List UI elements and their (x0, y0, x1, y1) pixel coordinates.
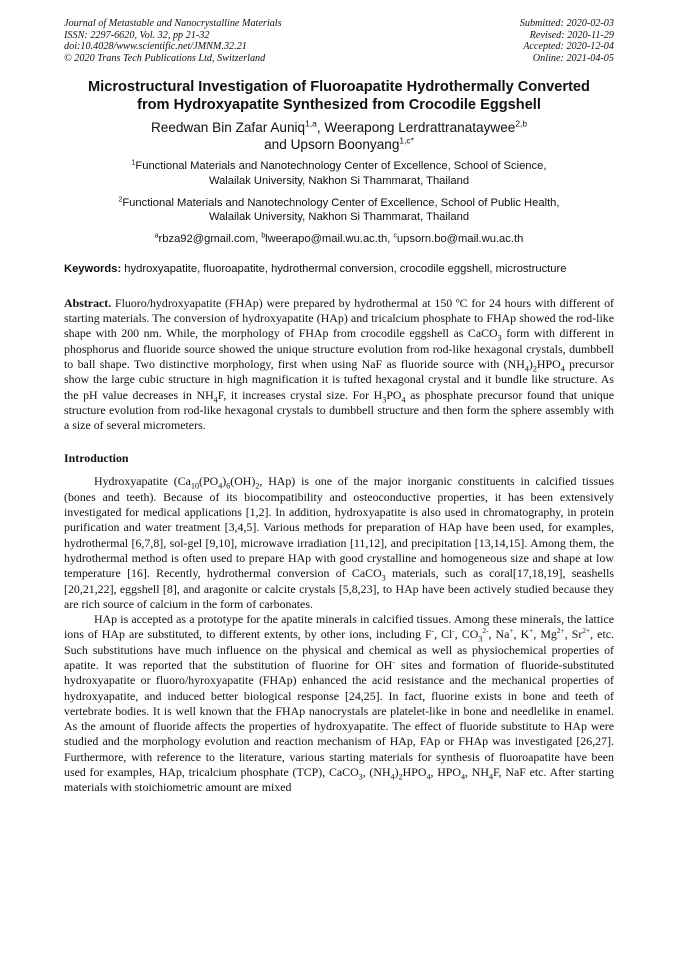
author-and: and (264, 137, 291, 153)
email-b-mark: b (261, 232, 266, 240)
intro-sub: 2 (255, 481, 260, 491)
affiliation-2-line-1 (64, 196, 614, 211)
intro-sub: 3 (358, 772, 363, 782)
intro-sup: + (509, 626, 514, 636)
intro-sub: 3 (381, 573, 386, 583)
keywords-label: Keywords: (64, 262, 122, 275)
intro-sup: - (392, 657, 395, 667)
abstract-sub: 2 (532, 364, 537, 374)
journal-issn: ISSN: 2297-6620, Vol. 32, pp 21-32 (64, 29, 210, 41)
abstract-text: PO (386, 387, 402, 402)
journal-doi[interactable]: doi:10.4028/www.scientific.net/JMNM.32.21 (64, 41, 247, 53)
intro-sub: 3 (478, 634, 483, 644)
date-online: Online: 2021-04-05 (532, 52, 614, 64)
intro-sup: 2+ (582, 626, 591, 636)
intro-text: , Sr (564, 627, 583, 642)
intro-text: , etc. Such substitutions have much influence on the physical and chemical as well as physiochemical properties of apatite. It was reported that the substitution of fluorine for OH (64, 627, 615, 672)
intro-paragraph-1 (64, 474, 614, 612)
email-c-mark: c (393, 232, 397, 240)
intro-text: , Mg (533, 627, 557, 642)
title-line-2: from Hydroxyapatite Synthesized from Crocodile Eggshell (137, 97, 541, 114)
publication-dates (520, 18, 614, 64)
intro-sup: 2- (482, 626, 489, 636)
author-3: Upsorn Boonyang (290, 137, 400, 153)
affiliation-1-line-2: Walailak University, Nakhon Si Thammarat, Thailand (208, 174, 470, 187)
email-a-mark: a (154, 232, 159, 240)
affiliation-2-line-2: Walailak University, Nakhon Si Thammarat, Thailand (208, 211, 470, 224)
intro-text: ) (222, 474, 227, 489)
intro-text: (OH) (230, 474, 256, 489)
intro-text: ) (394, 765, 399, 780)
intro-text: , NH (465, 765, 489, 780)
keywords (64, 262, 614, 276)
affiliation-1 (64, 159, 614, 188)
abstract-text: ) (528, 356, 533, 371)
intro-sup: + (529, 626, 534, 636)
abstract-sub: 4 (401, 394, 406, 404)
intro-sub: 6 (226, 481, 231, 491)
author-1-sup: 1,a (305, 118, 317, 129)
affiliation-2 (64, 196, 614, 225)
journal-header (64, 18, 614, 64)
abstract-text: form with different in phosphorus and fluoride source showed the unique structure evolution from rod-like hexagonal crystals, dumbbell to ball shape. Two distinctive morphology, first when using NaF as fluoride source with (NH (64, 326, 614, 371)
author-3-sup: 1,c* (399, 135, 414, 146)
abstract-text: Fluoro/hydroxyapatite (FHAp) were prepared by hydrothermal at 150 ºC for 24 hours with different of starting materials. The conversion of hydroxyapatite (HAp) and tricalcium phosphate to FHAp showed the rod-like shape with 200 nm. While, the morphology of FHAp from crocodile eggshell as CaCO (64, 295, 614, 341)
title-line-1: Microstructural Investigation of Fluoroapatite Hydrothermally Converted (88, 79, 590, 96)
intro-text: , K (513, 627, 530, 642)
intro-sub: 4 (461, 772, 466, 782)
author-2: Weerapong Lerdrattranataywee (324, 120, 516, 136)
author-list (64, 119, 614, 153)
intro-sub: 2 (398, 772, 403, 782)
section-heading-introduction: Introduction (64, 451, 129, 466)
authors-line-2 (64, 136, 614, 153)
intro-text: , HPO (430, 765, 461, 780)
abstract (64, 296, 614, 434)
abstract-sub: 4 (524, 364, 529, 374)
abstract-sub: 4 (560, 364, 565, 374)
journal-name: Journal of Metastable and Nanocrystalline Materials (64, 18, 282, 29)
affiliation-2-text: Functional Materials and Nanotechnology Center of Excellence, School of Public Health, (122, 196, 560, 209)
date-revised: Revised: 2020-11-29 (529, 29, 614, 41)
paper-title (64, 78, 614, 114)
author-2-sup: 2,b (515, 118, 528, 129)
email-b[interactable]: lweerapo@mail.wu.ac.th, (265, 232, 394, 245)
author-1: Reedwan Bin Zafar Auniq (150, 120, 306, 136)
intro-sup: - (452, 626, 455, 636)
email-c[interactable]: upsorn.bo@mail.wu.ac.th (396, 232, 524, 245)
abstract-text: precursor show the large cubic structure in high magnification it is tufted hexagonal crystal and it bundle like structure. As the pH value decreases in NH (64, 356, 614, 402)
abstract-text: as phosphate precursor found that unique structure evolution from rod-like hexagonal crystals to dumbbell structure and then form the sphere assembly with a size of several micrometers. (64, 387, 614, 433)
journal-info (64, 18, 282, 64)
email-a[interactable]: rbza92@gmail.com, (158, 232, 262, 245)
author-separator: , (316, 120, 325, 136)
journal-copyright: © 2020 Trans Tech Publications Ltd, Switzerland (64, 52, 266, 64)
affiliation-1-text: Functional Materials and Nanotechnology Center of Excellence, School of Science, (135, 160, 547, 173)
intro-text: HAp is accepted as a prototype for the apatite minerals in calcified tissues. Among these minerals, the lattice ions of HAp are substituted, to different extents, by other ions, including F (64, 612, 614, 642)
intro-text: , Cl (434, 627, 453, 642)
date-accepted: Accepted: 2020-12-04 (523, 41, 614, 53)
abstract-sub: 3 (497, 333, 502, 343)
affiliation-1-num: 1 (131, 159, 136, 167)
abstract-text: F, it increases crystal size. For H (217, 387, 383, 402)
intro-paragraph-2 (64, 612, 614, 796)
intro-sub: 4 (488, 772, 493, 782)
intro-sub: 10 (190, 481, 200, 491)
intro-text: sites and formation of fluoride-substituted hydroxyapatite or fluoro/hyroxyapatite (FHAp) enhanced the acid resistance and the mechanical properties of hydroxyapatite, and induced better biological response [24,25]. In fact, fluorine exists in bone and teeth of vertebrate bodies. It is well known that the FHAp nanocrystals are platelet-like in bone and needlelike in enamel. As the amount of fluoride affects the properties of hydroxyapatite. The effect of fluoride substitute to HAp were studied and the morphology evolution and reaction mechanism of HAp, FAp or FHAp was investigated [26,27]. Furthermore, with reference to the literature, various starting materials for synthesis of fluoroapatite have been used for examples, HAp, tricalcium phosphate (TCP), CaCO (64, 657, 615, 780)
abstract-label: Abstract. (64, 295, 112, 310)
abstract-sub: 3 (382, 394, 387, 404)
authors-line-1 (64, 119, 614, 136)
intro-text: F, NaF etc. After starting materials with stoichiometric amount are mixed (64, 765, 614, 795)
intro-sub: 4 (218, 481, 223, 491)
intro-text: materials, such as coral[17,18,19], seashells [20,21,22], eggshell [8], and aragonite or calcite crystals [5,8,23], to HAp have been actively studied because they are rich source of calcium in the form of carbonates. (64, 566, 614, 611)
affiliation-2-num: 2 (118, 195, 123, 203)
date-submitted: Submitted: 2020-02-03 (519, 18, 614, 29)
intro-text: , CO (454, 627, 479, 642)
intro-sup: 2+ (556, 626, 565, 636)
intro-sub: 4 (390, 772, 395, 782)
intro-text: Hydroxyapatite (Ca (94, 474, 191, 489)
intro-text: , (NH (362, 765, 391, 780)
abstract-text: HPO (536, 356, 561, 371)
keywords-text: hydroxyapatite, fluoroapatite, hydrothermal conversion, crocodile eggshell, microstructure (121, 262, 567, 275)
abstract-sub: 4 (213, 394, 218, 404)
intro-sup: - (431, 626, 435, 636)
intro-text: , Na (488, 627, 510, 642)
intro-text: HPO (402, 765, 427, 780)
affiliation-1-line-1 (64, 159, 614, 174)
intro-text: (PO (199, 474, 219, 489)
intro-text: , HAp) is one of the major inorganic constituents in calcified tissues (bones and teeth). Because of its biocompatibility and osteoconductive properties, it has been extensively investigated for medical applications [1,2]. In addition, hydroxyapatite is also used in chromatography, in protein purification and water treatment [3,4,5]. Various methods for preparation of HAp have been used, for examples, hydrothermal [6,7,8], sol-gel [9,10], microwave irradiation [11,12], and precipitation [13,14,15]. Among them, the hydrothermal method is often used to prepare HAp with good crystalline and homogeneous size and shape at low temperature [16]. Recently, hydrothermal conversion of CaCO (64, 474, 614, 581)
intro-sub: 4 (426, 772, 431, 782)
author-emails (64, 232, 614, 246)
